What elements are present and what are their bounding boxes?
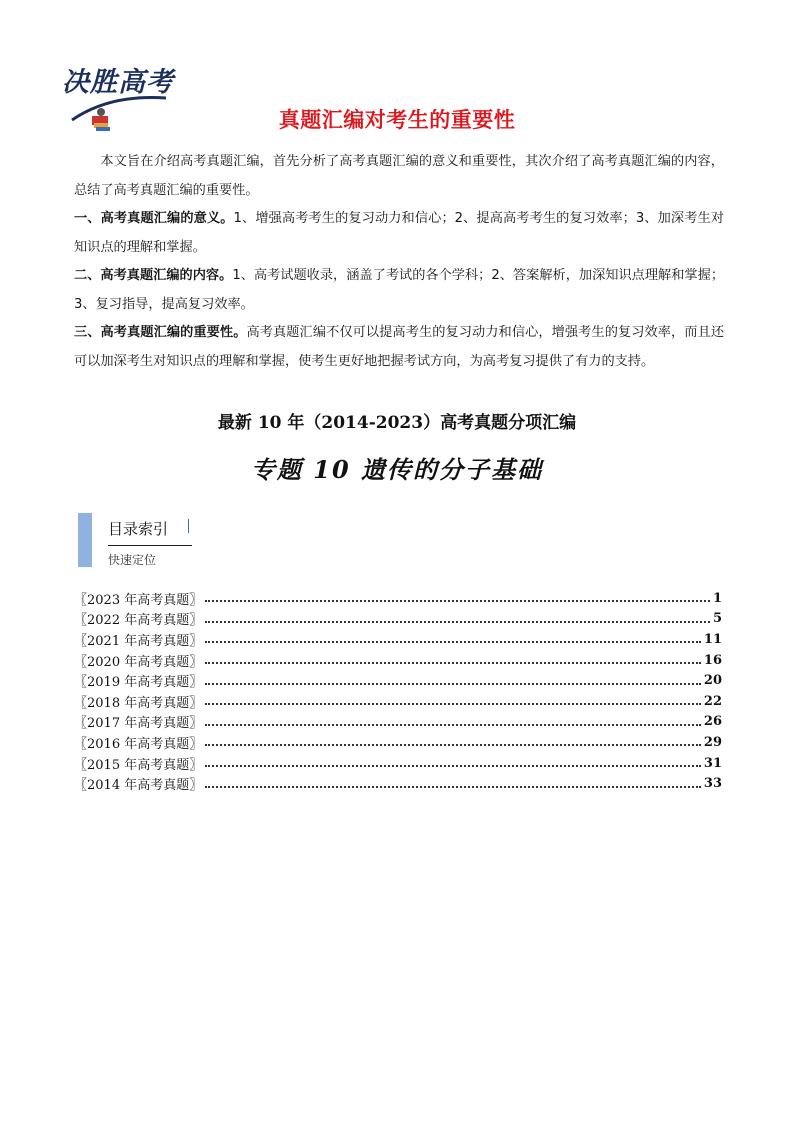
index-subtitle: 快速定位 [108, 553, 157, 567]
section-paragraph-2 [74, 262, 724, 319]
section-paragraph-1 [74, 205, 724, 262]
toc-label: 〖2017 年高考真题〗 [74, 716, 203, 732]
intro-paragraph: 本文旨在介绍高考真题汇编，首先分析了高考真题汇编的意义和重要性，其次介绍了高考真题汇编的内容，总结了高考真题汇编的重要性。 [74, 154, 724, 198]
table-of-contents [74, 588, 722, 794]
toc-label: 〖2020 年高考真题〗 [74, 654, 203, 670]
toc-page-number: 11 [703, 631, 722, 647]
topic-title: 专题 10 遗传的分子基础 [250, 455, 544, 484]
section-heading-3: 三、高考真题汇编的重要性。 [74, 325, 247, 340]
toc-label: 〖2015 年高考真题〗 [74, 757, 203, 773]
index-divider [108, 545, 192, 546]
toc-entry[interactable] [74, 732, 722, 753]
toc-label: 〖2014 年高考真题〗 [74, 778, 203, 794]
toc-leader [205, 734, 701, 746]
section-heading-1: 一、高考真题汇编的意义。 [74, 211, 234, 226]
section-heading-2: 二、高考真题汇编的内容。 [74, 268, 233, 283]
index-accent-bar [78, 513, 92, 567]
logo-text: 决胜高考 [62, 67, 174, 98]
toc-leader [205, 652, 701, 664]
toc-leader [205, 776, 701, 788]
toc-leader [205, 673, 701, 685]
toc-leader [205, 714, 701, 726]
toc-label: 〖2021 年高考真题〗 [74, 633, 203, 649]
index-cursor-mark [188, 519, 189, 533]
toc-entry[interactable] [74, 609, 722, 630]
toc-page-number: 33 [703, 776, 722, 792]
toc-page-number: 1 [712, 590, 722, 606]
toc-label: 〖2019 年高考真题〗 [74, 675, 203, 691]
toc-page-number: 5 [712, 611, 722, 627]
index-title: 目录索引 [108, 520, 169, 538]
toc-leader [205, 611, 710, 623]
collection-subtitle: 最新 10 年（2014-2023）高考真题分项汇编 [217, 413, 577, 433]
toc-label: 〖2023 年高考真题〗 [74, 592, 203, 608]
toc-entry[interactable] [74, 588, 722, 609]
intro-text-block [74, 148, 724, 376]
toc-entry[interactable] [74, 773, 722, 794]
toc-page-number: 26 [703, 714, 722, 730]
section-text-2: 1、高考试题收录，涵盖了考试的各个学科；2、答案解析，加深知识点理解和掌握；3、复习指导，提高复习效率。 [74, 268, 725, 312]
main-title: 真题汇编对考生的重要性 [278, 108, 516, 132]
toc-page-number: 29 [703, 734, 722, 750]
toc-label: 〖2018 年高考真题〗 [74, 695, 203, 711]
toc-page-number: 31 [703, 755, 722, 771]
toc-leader [205, 631, 701, 643]
section-paragraph-3 [74, 319, 724, 376]
toc-entry[interactable] [74, 629, 722, 650]
section-text-3: 高考真题汇编不仅可以提高考生的复习动力和信心，增强考生的复习效率，而且还可以加深考生对知识点的理解和掌握，使考生更好地把握考试方向，为高考复习提供了有力的支持。 [74, 325, 725, 369]
toc-entry[interactable] [74, 691, 722, 712]
toc-leader [205, 590, 710, 602]
toc-leader [205, 755, 701, 767]
toc-page-number: 16 [703, 652, 722, 668]
toc-page-number: 20 [703, 673, 722, 689]
toc-label: 〖2016 年高考真题〗 [74, 736, 203, 752]
toc-entry[interactable] [74, 753, 722, 774]
toc-label: 〖2022 年高考真题〗 [74, 613, 203, 629]
toc-leader [205, 693, 701, 705]
toc-entry[interactable] [74, 712, 722, 733]
section-text-1: 1、增强高考考生的复习动力和信心；2、提高高考考生的复习效率；3、加深考生对知识点的理解和掌握。 [74, 211, 724, 255]
toc-page-number: 22 [703, 693, 722, 709]
toc-entry[interactable] [74, 670, 722, 691]
toc-entry[interactable] [74, 650, 722, 671]
